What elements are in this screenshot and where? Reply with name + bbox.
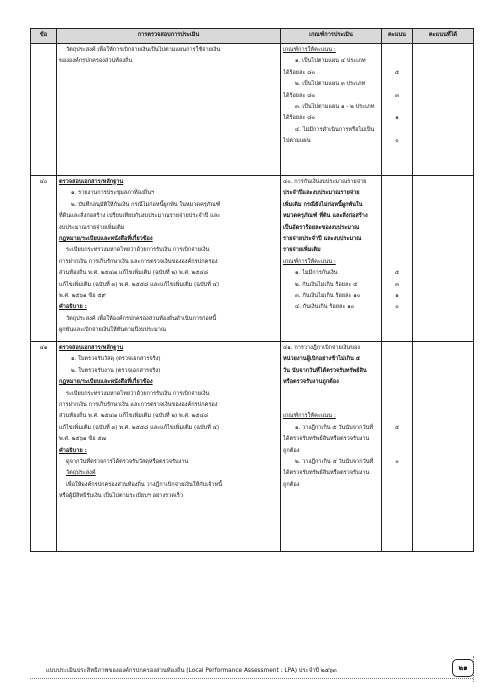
page-number-badge: ๒๑	[452, 659, 474, 677]
score-cell	[382, 176, 413, 342]
criteria-line: ได้ร้อยละ ๘๐	[283, 92, 316, 99]
topic-line: พ.ศ. ๒๕๖๑ ข้อ ๕๙	[59, 293, 106, 300]
criteria-line: ๒. วางฎีกาเกิน ๕ วันนับจากวันที่	[295, 459, 374, 466]
header-no: ข้อ	[31, 29, 57, 44]
criteria-line: หน่วยงานผู้เบิกอย่างช้าไม่เกิน ๕	[283, 356, 361, 363]
topic-line: พ.ศ. ๒๕๖๑ ข้อ ๕๗	[59, 436, 106, 443]
criteria-line: ๑. ไม่มีการกันเงิน	[295, 270, 338, 277]
topic-line: กฎหมาย/ระเบียบและหนังสือที่เกี่ยวข้อง	[59, 379, 153, 386]
topic-cell	[57, 176, 281, 342]
topic-line: กฎหมาย/ระเบียบและหนังสือที่เกี่ยวข้อง	[59, 236, 153, 243]
criteria-line: ๑. เป็นไปตามแผน ๔ ประเภท	[295, 58, 366, 65]
footer-title: แบบประเมินประสิทธิภาพขององค์กรปกครองส่วนท้องถิ่น (Local Performance Assessment : LPA) ประจำปี ๒๕๖๓	[46, 668, 337, 674]
score-cell	[382, 342, 413, 552]
score-value: ๑	[395, 115, 399, 122]
criteria-line: ๔. ไม่มีการดำเนินการหรือไม่เป็น	[295, 126, 375, 133]
topic-cell	[57, 44, 281, 176]
topic-line: ระเบียบกระทรวงมหาดไทยว่าด้วยการรับเงิน การเบิกจ่ายเงิน	[66, 247, 210, 254]
got-score-cell	[413, 176, 474, 342]
footer-rule	[30, 678, 473, 679]
topic-line: วัตถุประสงค์	[66, 470, 96, 477]
topic-line: ตรวจสอบเอกสาร/หลักฐาน	[59, 345, 124, 351]
header-topic: การตรวจสอบการประเมิน	[57, 29, 281, 44]
topic-line: ๒. ใบตรวจรับงาน (ตรวจเอกสารจริง)	[71, 367, 161, 374]
criteria-line: ๒. เป็นไปตามแผน ๓ ประเภท	[295, 81, 366, 88]
criteria-cell	[281, 342, 382, 552]
criteria-line: ๔. กันเงินเกิน ร้อยละ ๑๐	[295, 304, 355, 311]
criteria-line: ๔๑. การวางฎีกาเบิกจ่ายเงินของ	[283, 345, 361, 351]
topic-line: การฝากเงิน การเก็บรักษาเงิน และการตรวจเงินขององค์กรปกครอง	[59, 258, 218, 265]
topic-line: การฝากเงิน การเก็บรักษาเงิน และการตรวจเงินขององค์กรปกครอง	[59, 402, 218, 409]
criteria-line: เกณฑ์การให้คะแนน :	[283, 258, 336, 265]
topic-line: หรือผู้มีสิทธิรับเงิน เป็นไปตามระเบียบฯ อย่างรวดเร็ว	[59, 493, 184, 500]
topic-line: คำอธิบาย :	[59, 447, 87, 454]
score-cell	[382, 44, 413, 176]
topic-line: ที่ดินและสิ่งก่อสร้าง เปรียบเทียบกับงบประมาณรายจ่ายประจำปี และ	[59, 213, 221, 220]
table-row	[31, 342, 474, 552]
criteria-line: วัน นับจากวันที่ได้ตรวจรับทรัพย์สิน	[283, 367, 367, 374]
criteria-line: ไปตามแผน	[283, 138, 311, 145]
assessment-table	[30, 28, 474, 552]
got-score-cell	[413, 44, 474, 176]
header-criteria: เกณฑ์การประเมิน	[281, 29, 382, 44]
criteria-line: ประจำปีและงบประมาณรายจ่าย	[283, 190, 360, 197]
topic-line: ส่วนท้องถิ่น พ.ศ. ๒๕๔๗ แก้ไขเพิ่มเติม (ฉบับที่ ๒) พ.ศ. ๒๕๔๘	[59, 413, 209, 420]
score-value: ๐	[395, 304, 399, 311]
score-value: ๕	[394, 69, 400, 76]
topic-line: ดูจากวันที่ตรวจการได้ตรวจรับวัสดุหรือตรวจรับงาน	[66, 459, 189, 466]
criteria-line: ได้ตรวจรับทรัพย์สินหรือตรวจรับงาน	[283, 436, 370, 443]
score-value: ๐	[395, 458, 399, 465]
score-value: ๕	[394, 270, 400, 277]
table-row	[31, 176, 474, 342]
criteria-line: เพิ่มเติม กรณียังไม่ก่อหนี้ผูกพันใน	[283, 201, 363, 208]
criteria-line: ๑. วางฎีกาเกิน ๕ วันนับจากวันที่	[295, 424, 374, 431]
criteria-line: ถูกต้อง	[283, 481, 300, 488]
topic-line: ผูกพันและเบิกจ่ายเงินให้ทันตามปีงบประมาณ	[59, 327, 167, 334]
criteria-line: ได้ร้อยละ ๘๐	[283, 69, 316, 76]
topic-line: แก้ไขเพิ่มเติม (ฉบับที่ ๓) พ.ศ. ๒๕๕๘ และแก้ไขเพิ่มเติม (ฉบับที่ ๔)	[59, 424, 220, 431]
criteria-line: เกณฑ์การให้คะแนน :	[283, 413, 336, 420]
topic-line: เพื่อให้องค์กรปกครองส่วนท้องถิ่น วางฎีกาเบิกจ่ายเงินให้กับเจ้าหนี้	[66, 481, 223, 488]
topic-cell	[57, 342, 281, 552]
topic-line: คำอธิบาย :	[59, 304, 87, 311]
criteria-line: ๓. เป็นไปตามแผน ๑ - ๒ ประเภท	[295, 104, 375, 111]
criteria-cell	[281, 176, 382, 342]
footer-divider	[473, 656, 474, 682]
header-got: คะแนนที่ได้	[413, 29, 474, 44]
criteria-line: ได้ตรวจรับทรัพย์สินหรือตรวจรับงาน	[283, 470, 370, 477]
score-value: ๓	[395, 281, 399, 288]
criteria-line: ถูกต้อง	[283, 447, 300, 454]
item-number	[31, 44, 57, 176]
score-value: ๓	[395, 92, 399, 99]
criteria-line: เป็นอัตราร้อยละของงบประมาณ	[283, 224, 360, 231]
criteria-line: ได้ร้อยละ ๘๐	[283, 115, 316, 122]
page-footer	[30, 656, 473, 682]
criteria-line: หมวดครุภัณฑ์ ที่ดิน และสิ่งก่อสร้าง	[283, 213, 368, 220]
got-score-cell	[413, 342, 474, 552]
score-value: ๑	[395, 292, 399, 299]
topic-line: งบประมาณรายจ่ายเพิ่มเติม	[59, 224, 125, 231]
header-score: คะแนน	[382, 29, 413, 44]
criteria-cell	[281, 44, 382, 176]
topic-line: ๑. รายงานการประชุมสภาท้องถิ่นฯ	[71, 190, 155, 197]
criteria-line: ๔๐. การกันเงินงบประมาณรายจ่าย	[283, 179, 367, 185]
criteria-line: ๒. กันเงินไม่เกิน ร้อยละ ๕	[295, 281, 358, 288]
item-number: ๔๑	[31, 342, 57, 552]
criteria-line: หรือตรวจรับงานถูกต้อง	[283, 379, 339, 386]
topic-line: แก้ไขเพิ่มเติม (ฉบับที่ ๓) พ.ศ. ๒๕๕๘ และแก้ไขเพิ่มเติม (ฉบับที่ ๔)	[59, 281, 220, 288]
criteria-line: ๓. กันเงินไม่เกิน ร้อยละ ๑๐	[295, 293, 361, 300]
score-value: ๕	[394, 424, 400, 431]
criteria-line: รายจ่ายประจำปี และงบประมาณ	[283, 236, 362, 243]
topic-line: วัตถุประสงค์ เพื่อให้การเบิกจ่ายเงินเป็นไปตามแผนการใช้จ่ายเงิน	[66, 47, 221, 53]
table-header-row	[31, 29, 474, 44]
item-number: ๔๐	[31, 176, 57, 342]
topic-line: วัตถุประสงค์ เพื่อให้องค์กรปกครองส่วนท้องถิ่นดำเนินการก่อหนี้	[66, 315, 217, 322]
topic-line: ขององค์กรปกครองส่วนท้องถิ่น	[59, 58, 133, 65]
table-row	[31, 44, 474, 176]
topic-line: ระเบียบกระทรวงมหาดไทยว่าด้วยการรับเงิน การเบิกจ่ายเงิน	[66, 390, 210, 397]
criteria-line: เกณฑ์การให้คะแนน :	[283, 47, 336, 53]
topic-line: ส่วนท้องถิ่น พ.ศ. ๒๕๔๗ แก้ไขเพิ่มเติม (ฉบับที่ ๒) พ.ศ. ๒๕๔๘	[59, 270, 209, 277]
criteria-line: รายจ่ายเพิ่มเติม	[283, 247, 321, 254]
score-value: ๐	[395, 138, 399, 145]
topic-line: ๑. ใบตรวจรับวัสดุ (ตรวจเอกสารจริง)	[71, 356, 161, 363]
topic-line: ตรวจสอบเอกสาร/หลักฐาน	[59, 179, 124, 185]
topic-line: ๒. บันทึกอนุมัติให้กันเงิน กรณีไม่ก่อหนี้ผูกพัน ในหมวดครุภัณฑ์	[71, 201, 221, 208]
